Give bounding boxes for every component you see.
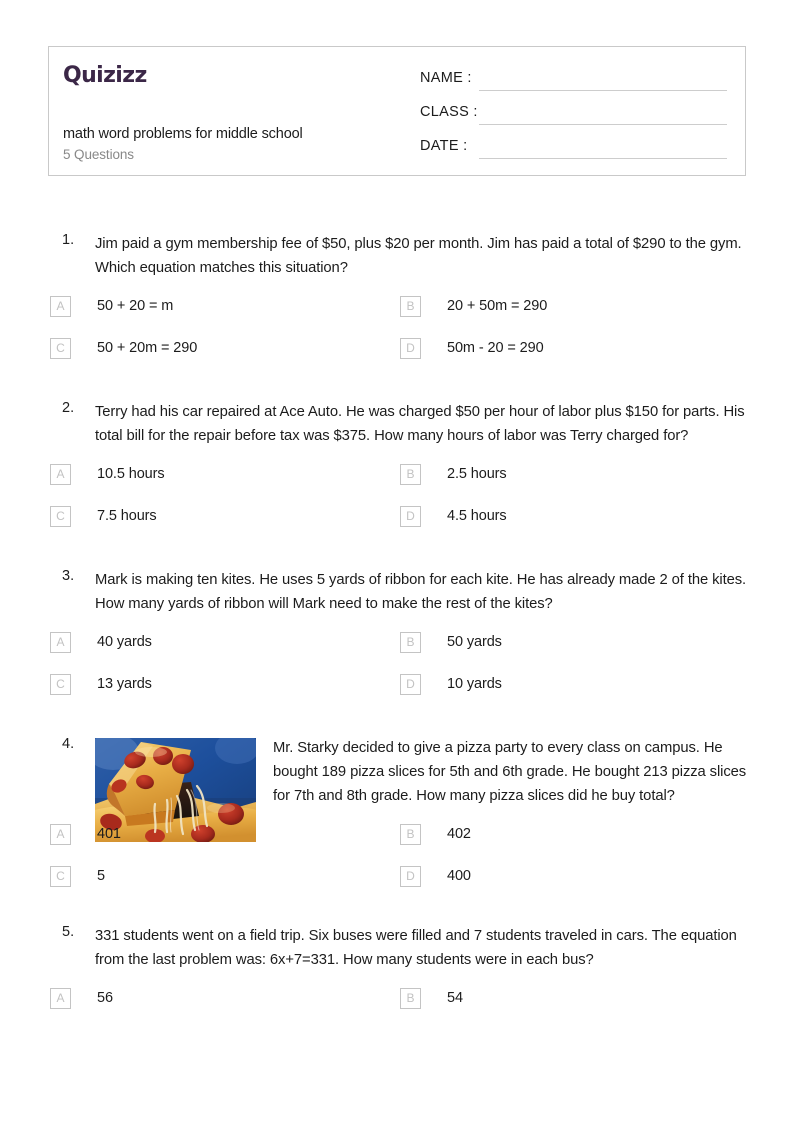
question-head	[0, 568, 794, 616]
option-text: 10.5 hours	[97, 466, 165, 482]
student-info-fields	[420, 65, 740, 167]
name-field-label: NAME :	[420, 70, 472, 86]
option-letter-box[interactable]: B	[400, 296, 421, 317]
option-letter-box[interactable]: C	[50, 674, 71, 695]
option-text: 10 yards	[447, 676, 502, 692]
answer-options	[0, 988, 794, 1030]
field-row-date	[420, 133, 740, 167]
question-number: 3.	[62, 568, 75, 584]
question-number: 1.	[62, 232, 75, 248]
class-field-input[interactable]	[479, 124, 727, 125]
option-letter-box[interactable]: B	[400, 824, 421, 845]
option-row	[0, 296, 794, 338]
question-block	[0, 400, 794, 548]
option-letter-box[interactable]: A	[50, 824, 71, 845]
option-text: 50 + 20 = m	[97, 298, 174, 314]
option-text: 50 yards	[447, 634, 502, 650]
date-field-input[interactable]	[479, 158, 727, 159]
question-block	[0, 568, 794, 716]
option-text: 40 yards	[97, 634, 152, 650]
option-row	[0, 674, 794, 716]
option-text: 2.5 hours	[447, 466, 507, 482]
page-title: math word problems for middle school	[63, 126, 303, 142]
answer-options	[0, 464, 794, 548]
option-text: 56	[97, 990, 113, 1006]
option-text: 50 + 20m = 290	[97, 340, 198, 356]
header-left-block	[63, 47, 413, 175]
option-letter-box[interactable]: D	[400, 866, 421, 887]
option-text: 50m - 20 = 290	[447, 340, 544, 356]
question-head	[0, 924, 794, 972]
question-text: Jim paid a gym membership fee of $50, plus $20 per month. Jim has paid a total of $290 to the gym. Which equation matches this situation?	[95, 236, 742, 276]
option-row	[0, 824, 794, 866]
option-text: 7.5 hours	[97, 508, 157, 524]
option-text: 4.5 hours	[447, 508, 507, 524]
answer-options	[0, 632, 794, 716]
class-field-label: CLASS :	[420, 104, 478, 120]
field-row-class	[420, 99, 740, 133]
option-text: 5	[97, 868, 105, 884]
name-field-input[interactable]	[479, 90, 727, 91]
option-text: 20 + 50m = 290	[447, 298, 548, 314]
question-number: 4.	[62, 736, 75, 752]
option-letter-box[interactable]: D	[400, 674, 421, 695]
option-letter-box[interactable]: A	[50, 632, 71, 653]
option-row	[0, 506, 794, 548]
option-row	[0, 338, 794, 380]
question-count-label: 5 Questions	[63, 147, 134, 162]
option-letter-box[interactable]: D	[400, 338, 421, 359]
answer-options	[0, 824, 794, 908]
answer-options	[0, 296, 794, 380]
option-letter-box[interactable]: A	[50, 988, 71, 1009]
option-letter-box[interactable]: B	[400, 464, 421, 485]
option-text: 400	[447, 868, 471, 884]
question-block	[0, 232, 794, 380]
question-list	[0, 232, 794, 1030]
option-row	[0, 464, 794, 506]
option-letter-box[interactable]: A	[50, 296, 71, 317]
option-letter-box[interactable]: D	[400, 506, 421, 527]
option-text: 401	[97, 826, 121, 842]
question-head	[0, 232, 794, 280]
option-letter-box[interactable]: B	[400, 632, 421, 653]
question-block	[0, 736, 794, 908]
option-row	[0, 866, 794, 908]
question-text: Mr. Starky decided to give a pizza party to every class on campus. He bought 189 pizza slices for 5th and 6th grade. He bought 213 pizza slices for 7th and 8th grade. How many pizza slices did he buy total?	[273, 740, 747, 804]
option-letter-box[interactable]: C	[50, 866, 71, 887]
question-block	[0, 924, 794, 1030]
question-head	[0, 736, 794, 808]
worksheet-header-card	[48, 46, 746, 176]
question-text: Mark is making ten kites. He uses 5 yards of ribbon for each kite. He has already made 2 of the kites. How many yards of ribbon will Mark need to make the rest of the kites?	[95, 572, 747, 612]
field-row-name	[420, 65, 740, 99]
question-number: 2.	[62, 400, 75, 416]
option-letter-box[interactable]: C	[50, 338, 71, 359]
option-text: 54	[447, 990, 463, 1006]
question-text: Terry had his car repaired at Ace Auto. He was charged $50 per hour of labor plus $150 for parts. His total bill for the repair before tax was $375. How many hours of labor was Terry charged for?	[95, 404, 745, 444]
option-row	[0, 632, 794, 674]
date-field-label: DATE :	[420, 138, 468, 154]
option-text: 13 yards	[97, 676, 152, 692]
quizizz-logo: Quizizz	[63, 63, 147, 88]
question-number: 5.	[62, 924, 75, 940]
question-text: 331 students went on a field trip. Six buses were filled and 7 students traveled in cars. The equation from the last problem was: 6x+7=331. How many students were in each bus?	[95, 928, 737, 968]
option-row	[0, 988, 794, 1030]
option-letter-box[interactable]: B	[400, 988, 421, 1009]
option-letter-box[interactable]: C	[50, 506, 71, 527]
option-letter-box[interactable]: A	[50, 464, 71, 485]
option-text: 402	[447, 826, 471, 842]
question-head	[0, 400, 794, 448]
